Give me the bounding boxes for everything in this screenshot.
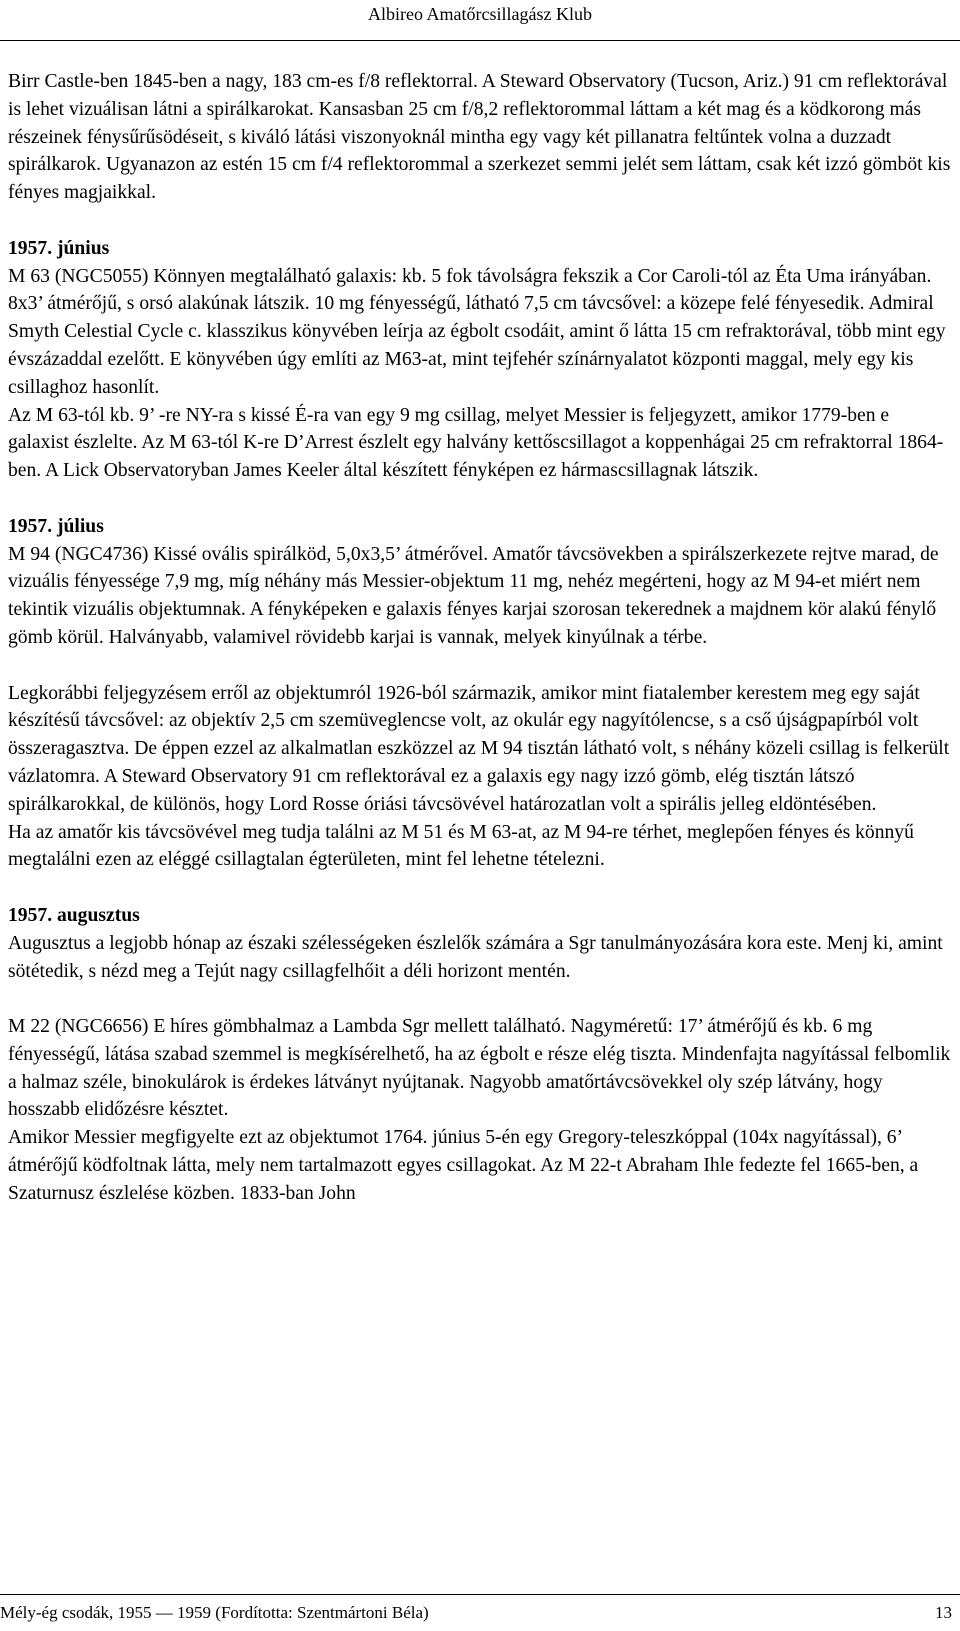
- spacer: [8, 485, 952, 513]
- paragraph: Augusztus a legjobb hónap az északi szélességeken észlelők számára a Sgr tanulmányozására kora este. Menj ki, amint sötétedik, s nézd meg a Tejút nagy csillagfelhőit a déli horizont mentén.: [8, 932, 943, 982]
- paragraph: Az M 63-tól kb. 9’ -re NY-ra s kissé É-ra van egy 9 mg csillag, melyet Messier is feljegyzett, amikor 1779-ben e galaxist észlelte. Az M 63-tól K-re D’Arrest észlelt egy halvány kettőscsillagot a koppenhágai 25 cm refraktorral 1864-ben. A Lick Observatoryban James Keeler által készített fényképen ez hármascsillagnak látszik.: [8, 404, 944, 482]
- paragraph: M 63 (NGC5055) Könnyen megtalálható galaxis: kb. 5 fok távolságra fekszik a Cor Caroli-tól az Éta Uma irányában. 8x3’ átmérőjű, s orsó alakúnak látszik. 10 mg fényességű, látható 7,5 cm távcsővel: a közepe felé fényesedik. Admiral Smyth Celestial Cycle c. klasszikus könyvében leírja az égbolt csodáit, amint ő látta 15 cm refraktorával, több mint egy évszázaddal ezelőtt. E könyvében úgy említi az M63-at, mint tejfehér színárnyalatot központi maggal, mely egy kis csillaghoz hasonlít.: [8, 265, 946, 398]
- header-title: Albireo Amatőrcsillagász Klub: [368, 4, 592, 24]
- paragraph: Ha az amatőr kis távcsövével meg tudja találni az M 51 és M 63-at, az M 94-re térhet, meglepően fényes és könnyű megtalálni ezen az eléggé csillagtalan égterületen, mint fel lehetne tételezni.: [8, 821, 914, 871]
- spacer: [8, 874, 952, 902]
- section-date: 1957. augusztus: [8, 904, 140, 926]
- paragraph: Legkorábbi feljegyzésem erről az objektumról 1926-ból származik, amikor mint fiatalember kerestem meg egy saját készítésű távcsővel: az objektív 2,5 cm szemüveglencse volt, az okulár egy nagyítólencse, s a cső újságpapírból volt összeragasztva. De éppen ezzel az alkalmatlan eszközzel az M 94 tisztán látható volt, s néhány közeli csillag is felkerült vázlatomra. A Steward Observatory 91 cm reflektorával ez a galaxis egy nagy izzó gömb, elég tisztán látszó spirálkarokkal, de különös, hogy Lord Rosse óriási távcsövével határozatlan volt a spirális jelleg eldöntésében.: [8, 682, 950, 815]
- header-divider: [0, 40, 960, 41]
- paragraph: Amikor Messier megfigyelte ezt az objektumot 1764. június 5-én egy Gregory-teleszkóppal (104x nagyítással), 6’ átmérőjű ködfoltnak látta, mely nem tartalmazott egyes csillagokat. Az M 22-t Abraham Ihle fedezte fel 1665-ben, a Szaturnusz észlelése közben. 1833-ban John: [8, 1127, 919, 1204]
- paragraph: Birr Castle-ben 1845-ben a nagy, 183 cm-es f/8 reflektorral. A Steward Observatory (Tucson, Ariz.) 91 cm reflektorával is lehet vizuálisan látni a spirálkarokat. Kansasban 25 cm f/8,2 reflektorommal láttam a két mag és a ködkorong más részeinek fénysűrűsödéseit, s kiváló látási viszonyoknál mintha egy vagy két pillanatra feltűntek volna a duzzadt spirálkarok. Ugyanazon az estén 15 cm f/4 reflektorommal a szerkezet semmi jelét sem láttam, csak két izzó gömböt kis fényes magjaikkal.: [8, 71, 951, 204]
- section-date: 1957. június: [8, 237, 110, 259]
- paragraph: M 94 (NGC4736) Kissé ovális spirálköd, 5,0x3,5’ átmérővel. Amatőr távcsövekben a spirálszerkezete rejtve marad, de vizuális fényessége 7,9 mg, míg néhány más Messier-objektum 11 mg, nehéz megérteni, hogy az M 94-et miért nem tekintik vizuális objektumnak. A fényképeken e galaxis fényes karjai szorosan tekerednek a majdnem kör alakú fénylő gömb körül. Halványabb, valamivel rövidebb karjai is vannak, melyek kinyúlnak a térbe.: [8, 543, 939, 648]
- paragraph: M 22 (NGC6656) E híres gömbhalmaz a Lambda Sgr mellett található. Nagyméretű: 17’ átmérőjű és kb. 6 mg fényességű, látása szabad szemmel is megkísérelhető, ha az égbolt e része elég tiszta. Mindenfajta nagyítással felbomlik a halmaz széle, binokulárok is érdekes látványt nyújtanak. Nagyobb amatőrtávcsövekkel oly szép látvány, hogy hosszabb elidőzésre késztet.: [8, 1016, 951, 1121]
- article-body: [8, 68, 952, 1208]
- spacer: [8, 207, 952, 235]
- spacer: [8, 985, 952, 1013]
- footer-citation: Mély-ég csodák, 1955 — 1959 (Fordította: Szentmártoni Béla): [0, 1603, 429, 1622]
- page-footer: [0, 1600, 960, 1628]
- section-date: 1957. július: [8, 515, 104, 537]
- footer-divider: [0, 1594, 960, 1595]
- page-header: [0, 0, 960, 38]
- spacer: [8, 652, 952, 680]
- page-number: 13: [935, 1603, 952, 1622]
